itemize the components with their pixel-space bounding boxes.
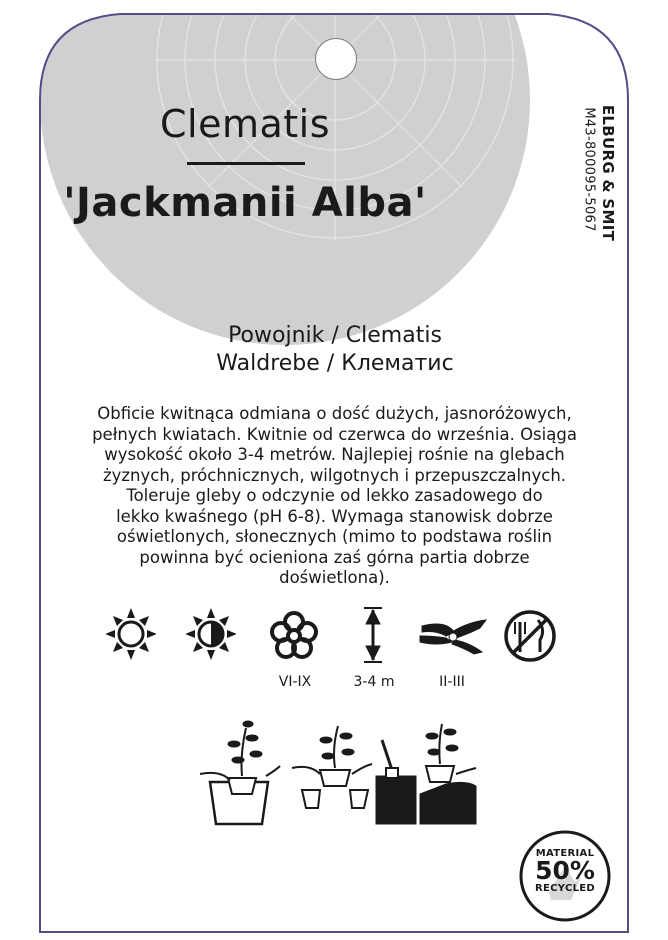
- step-plant-icon: [376, 724, 476, 824]
- genus-title: Clematis: [159, 102, 331, 146]
- common-name-line-2: Waldrebe / Клематис: [216, 351, 454, 376]
- description-line: wysokość około 3-4 metrów. Najlepiej rośnie na glebach: [104, 445, 565, 464]
- recycled-line-1: MATERIAL: [535, 848, 595, 859]
- half-shade-icon: [186, 606, 236, 662]
- common-names: [120, 322, 550, 378]
- title-divider: [187, 162, 305, 165]
- step-unpot-icon: [292, 726, 372, 808]
- description-line: pełnych kwiatach. Kwitnie od czerwca do września. Osiąga: [92, 424, 577, 444]
- pruning-period-label: II-III: [439, 674, 465, 690]
- recycled-line-3: RECYCLED: [535, 883, 595, 894]
- description-line: powinna być ocieniona zaś górna partia dobrze: [139, 547, 530, 567]
- description-line: Toleruje gleby o odczynie od lekko zasadowego do: [126, 486, 543, 505]
- brand-name: ELBURG & SMIT: [599, 104, 617, 242]
- hang-hole: [315, 38, 357, 80]
- cultivar-title: 'Jackmanii Alba': [63, 180, 427, 226]
- header-circle: [40, 0, 530, 345]
- description-line: lekko kwaśnego (pH 6-8). Wymaga stanowisk dobrze: [116, 506, 553, 526]
- not-edible-icon: [502, 608, 558, 664]
- recycled-percent: 50%: [535, 856, 595, 885]
- description-line: doświetlona).: [279, 568, 390, 587]
- height-label: 3-4 m: [353, 674, 395, 690]
- common-name-line-1: Powojnik / Clematis: [228, 323, 442, 348]
- recycled-text: [519, 848, 611, 894]
- product-code: M43-800095-5067: [581, 107, 597, 232]
- flower-icon: [266, 608, 322, 664]
- description-line: Obficie kwitnąca odmiana o dość dużych, jasnoróżowych,: [97, 404, 572, 423]
- description-line: żyznych, próchnicznych, wilgotnych i przepuszczalnych.: [102, 465, 567, 485]
- flowering-period-label: VI-IX: [278, 674, 312, 690]
- planting-instructions: [200, 714, 480, 826]
- sun-icon: [106, 606, 156, 662]
- step-soak-icon: [200, 721, 280, 824]
- pruning-shears-icon: [416, 612, 488, 658]
- height-arrow-icon: [360, 606, 386, 664]
- description-line: oświetlonych, słonecznych (mimo to podstawa roślin: [116, 527, 553, 546]
- brand-block: [583, 104, 623, 244]
- description: [92, 404, 577, 589]
